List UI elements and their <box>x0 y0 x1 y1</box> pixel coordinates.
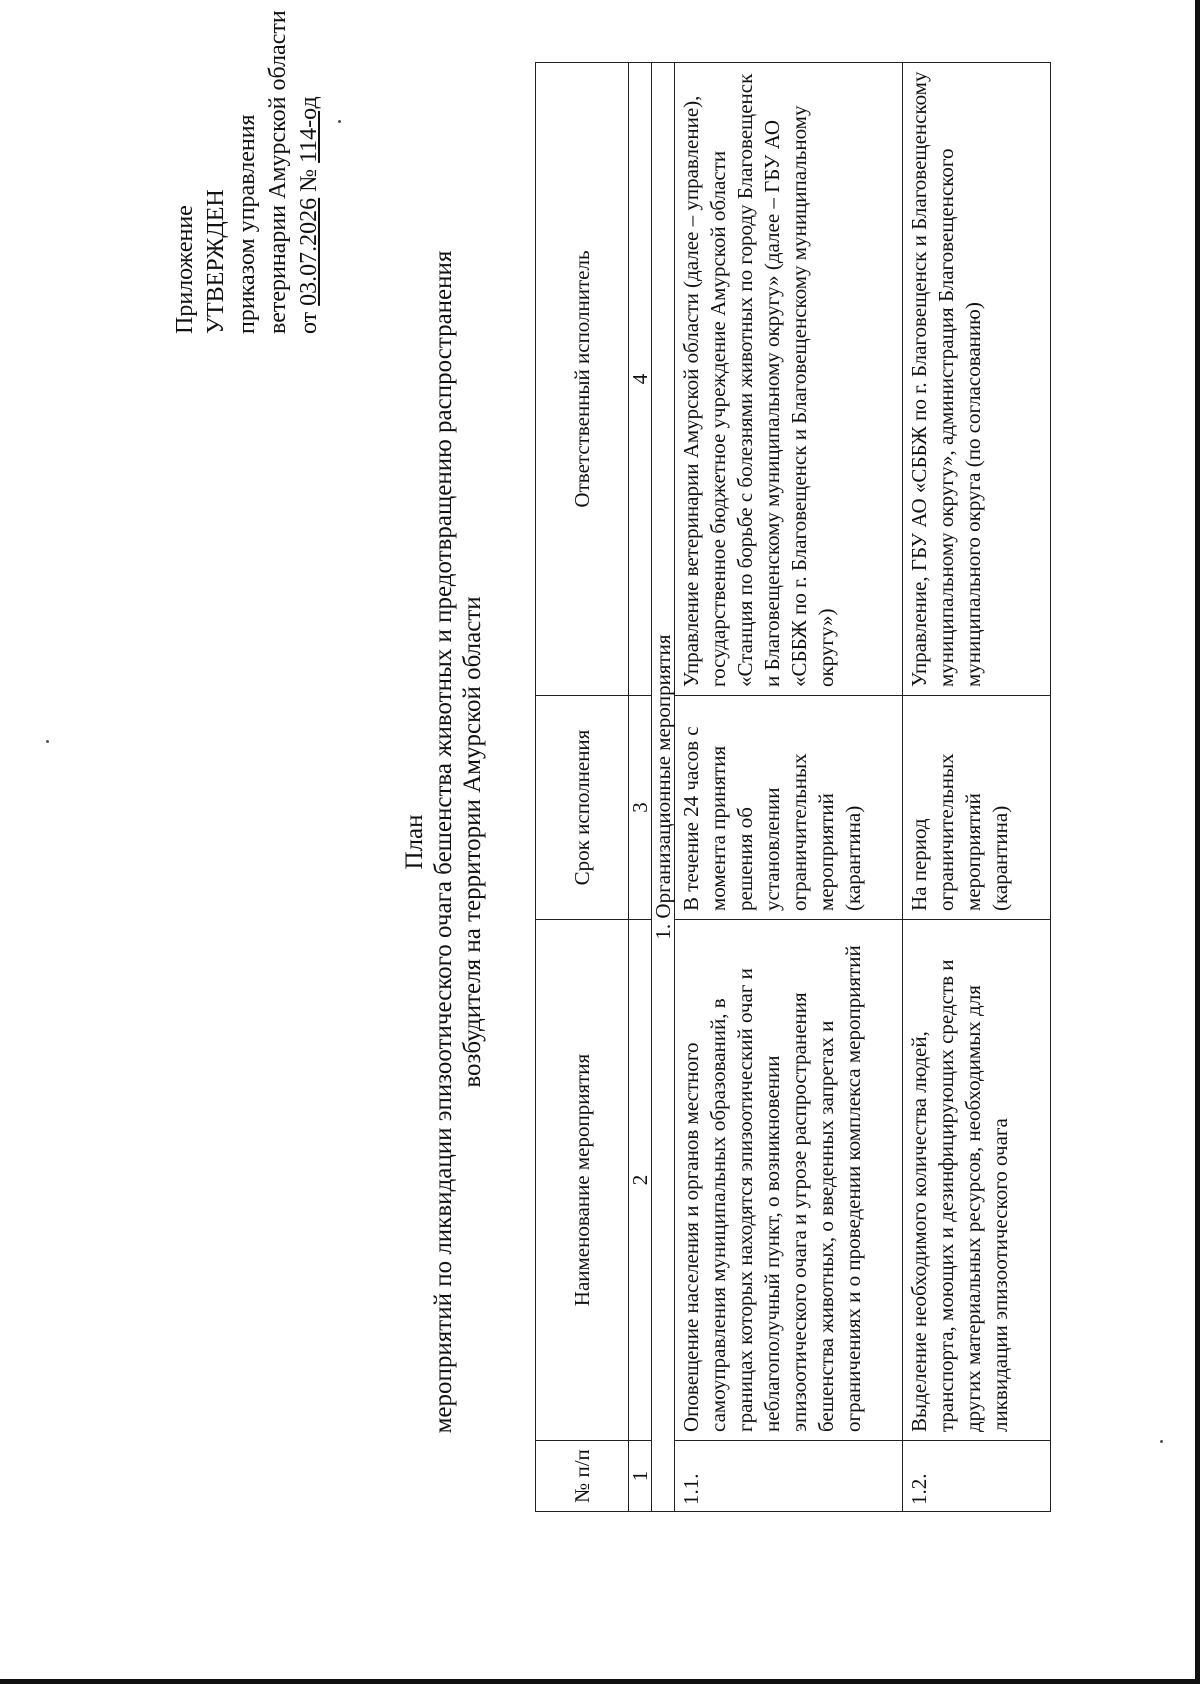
header-responsible: Ответственный исполнитель <box>536 63 629 696</box>
scan-speck <box>338 120 341 123</box>
approval-number-sign: № <box>296 162 322 198</box>
column-number-4: 4 <box>629 63 652 696</box>
title-heading: План <box>401 814 428 870</box>
scan-speck <box>1160 1440 1163 1443</box>
approval-appendix: Приложение <box>172 205 198 334</box>
column-number-3: 3 <box>629 696 652 920</box>
row-name: Оповещение населения и органов местного самоуправления муниципальных образований, в границах которых находятся эпизоотический очаг и неблагополучный пункт, о возникновении эпизоотического очага и угрозе распространения бешенства животных, о введенных запретах и ограничениях и о проведении комплекса мероприятий <box>675 920 903 1441</box>
header-name: Наименование мероприятия <box>536 920 629 1441</box>
row-number: 1.2. <box>903 1441 1051 1512</box>
table-row <box>675 63 903 1512</box>
approval-order: приказом управления <box>234 114 260 334</box>
section-row <box>652 63 675 1512</box>
table-row <box>903 63 1051 1512</box>
plan-table <box>535 62 1051 1512</box>
row-term: В течение 24 часов с момента принятия решения об установлении ограничительных мероприятий (карантина) <box>675 696 903 920</box>
title-line-2: возбудителя на территории Амурской области <box>459 596 486 1088</box>
approval-approved: УТВЕРЖДЕН <box>203 189 229 334</box>
column-number-1: 1 <box>629 1441 652 1512</box>
header-number: № п/п <box>536 1441 629 1512</box>
approval-date: 03.07.2026 <box>296 197 322 306</box>
row-name: Выделение необходимого количества людей, транспорта, моющих и дезинфицирующих средств и других материальных ресурсов, необходимых для ликвидации эпизоотического очага <box>903 920 1051 1441</box>
approval-authority: ветеринарии Амурской области <box>265 10 291 334</box>
approval-date-line <box>294 4 325 334</box>
scan-speck <box>46 740 49 743</box>
header-term: Срок исполнения <box>536 696 629 920</box>
row-number: 1.1. <box>675 1441 903 1512</box>
column-number-2: 2 <box>629 920 652 1441</box>
row-responsible: Управление ветеринарии Амурской области (далее – управление), государственное бюджетное учреждение Амурской области «Станция по борьбе с болезнями животных по городу Благовещенск и Благовещенскому муниципальному округу» (далее – ГБУ АО «СББЖ по г. Благовещенск и Благовещенскому муниципальному округу») <box>675 63 903 696</box>
row-responsible: Управление, ГБУ АО «СББЖ по г. Благовещенск и Благовещенскому муниципальному округу», администрация Благовещенского муниципального округа (по согласованию) <box>903 63 1051 696</box>
title-line-1: мероприятий по ликвидации эпизоотического очага бешенства животных и предотвращению распространения <box>430 250 457 1434</box>
row-term: На период ограничительных мероприятий (карантина) <box>903 696 1051 920</box>
approval-date-prefix: от <box>296 305 322 334</box>
approval-number: 114-од <box>296 96 322 163</box>
section-title: 1. Организационные мероприятия <box>652 63 675 1512</box>
approval-stamp <box>170 4 325 334</box>
header-row <box>536 63 629 1512</box>
column-number-row <box>629 63 652 1512</box>
document-title <box>400 0 487 1684</box>
